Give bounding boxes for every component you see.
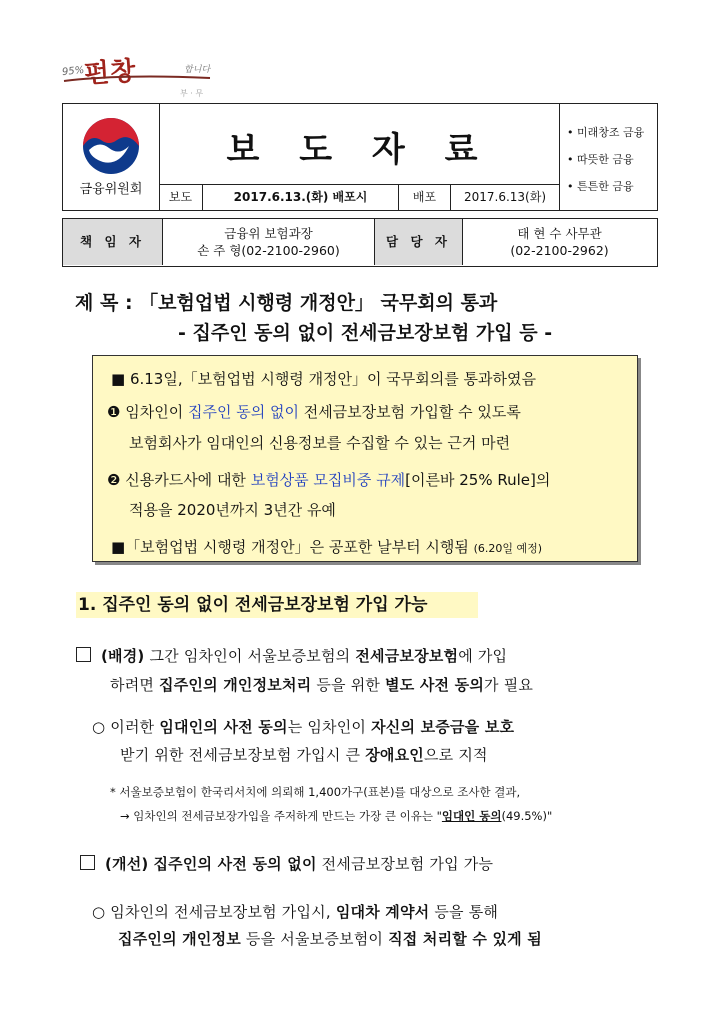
footnote-line-1: * 서울보증보험이 한국리서치에 의뢰해 1,400가구(표본)를 대상으로 조사한 결과, (110, 785, 521, 799)
resp-label: 책 임 자 (63, 219, 163, 265)
page-title: 보 도 자 료 (226, 130, 492, 170)
brush-stroke-icon (62, 72, 212, 86)
footnote-line-2: → 임차인의 전세금보장가입을 주저하게 만드는 가장 큰 이유는 "임대인 동의(49.5%)" (120, 809, 553, 823)
summary-item-1: ❶ 임차인이 집주인 동의 없이 전세금보장보험 가입할 수 있도록 (107, 403, 521, 421)
release-date-row (159, 184, 560, 210)
summary-item-2: ❷ 신용카드사에 대한 보험상품 모집비중 규제[이른바 25% Rule]의 (107, 471, 551, 489)
baepo-label: 배포 (399, 184, 451, 210)
staff-label: 담 당 자 (375, 219, 463, 265)
slogan-main: 펀창 (83, 56, 138, 90)
title-cell (159, 104, 560, 185)
summary-box (92, 355, 638, 562)
subject-subline: - 집주인 동의 없이 전세금보장보험 가입 등 - (178, 322, 553, 344)
resp-info (163, 219, 375, 265)
slogan-item: • 튼튼한 금융 (567, 180, 634, 193)
resp-name: 손 주 형(02-2100-2960) (197, 243, 340, 258)
staff-phone: (02-2100-2962) (510, 243, 609, 258)
slogan-item: • 따뜻한 금융 (567, 153, 634, 166)
number-1-icon: ❶ (107, 403, 121, 421)
slogan-logo (62, 50, 222, 102)
bodo-label: 보도 (159, 184, 203, 210)
point-line-2: 받기 위한 전세금보장보험 가입시 큰 장애요인으로 지적 (120, 746, 488, 764)
summary-line-effective: ■「보험업법 시행령 개정안」은 공포한 날부터 시행됨 (6.20일 예정) (111, 538, 543, 556)
number-2-icon: ❷ (107, 471, 121, 489)
subject-line: 제 목 : 「보험업법 시행령 개정안」 국무회의 통과 (75, 292, 498, 314)
square-bullet-icon (76, 647, 91, 662)
baepo-value: 2017.6.13(화) (463, 190, 547, 204)
staff-info (463, 219, 656, 265)
summary-item-2-cont: 적용을 2020년까지 3년간 유예 (129, 501, 336, 519)
square-bullet-icon (80, 855, 95, 870)
improvement-line: (개선) 집주인의 사전 동의 없이 전세금보장보험 가입 가능 (80, 853, 493, 874)
government-emblem-icon (81, 116, 141, 176)
slogans-cell (559, 104, 657, 210)
effective-date-note: (6.20일 예정) (473, 542, 543, 555)
background-line-1: (배경) 그간 임차인이 서울보증보험의 전세금보장보험에 가입 (76, 645, 507, 666)
bodo-value: 2017.6.13.(화) 배포시 (203, 184, 399, 210)
highlight-text: 보험상품 모집비중 규제 (250, 471, 406, 489)
slogan-tail: 합니다 (184, 65, 211, 75)
logo-cell (63, 104, 160, 210)
slogan-sub: 부 · 무 (180, 89, 204, 98)
background-line-2: 하려면 집주인의 개인정보처리 등을 위한 별도 사전 동의가 필요 (110, 676, 534, 694)
point-line-3: ○ 임차인의 전세금보장보험 가입시, 임대차 계약서 등을 통해 (92, 903, 499, 921)
summary-line: ■ 6.13일,「보험업법 시행령 개정안」이 국무회의를 통과하였음 (111, 370, 536, 388)
circle-bullet-icon: ○ (92, 718, 111, 736)
org-name: 금융위원회 (79, 182, 143, 197)
contact-table (62, 218, 658, 267)
slogan-small: 95% (61, 64, 85, 79)
section-heading: 1. 집주인 동의 없이 전세금보장보험 가입 가능 (76, 592, 478, 618)
summary-item-1-cont: 보험회사가 임대인의 신용정보를 수집할 수 있는 근거 마련 (129, 434, 511, 452)
point-line-1: ○ 이러한 임대인의 사전 동의는 임차인이 자신의 보증금을 보호 (92, 718, 515, 736)
highlight-text: 집주인 동의 없이 (187, 403, 299, 421)
staff-name: 태 현 수 사무관 (517, 226, 602, 241)
slogan-item: • 미래창조 금융 (567, 126, 645, 139)
press-release-header (62, 103, 658, 211)
resp-dept: 금융위 보험과장 (224, 226, 313, 241)
point-line-4: 집주인의 개인정보 등을 서울보증보험이 직접 처리할 수 있게 됨 (118, 930, 542, 948)
circle-bullet-icon: ○ (92, 903, 111, 921)
